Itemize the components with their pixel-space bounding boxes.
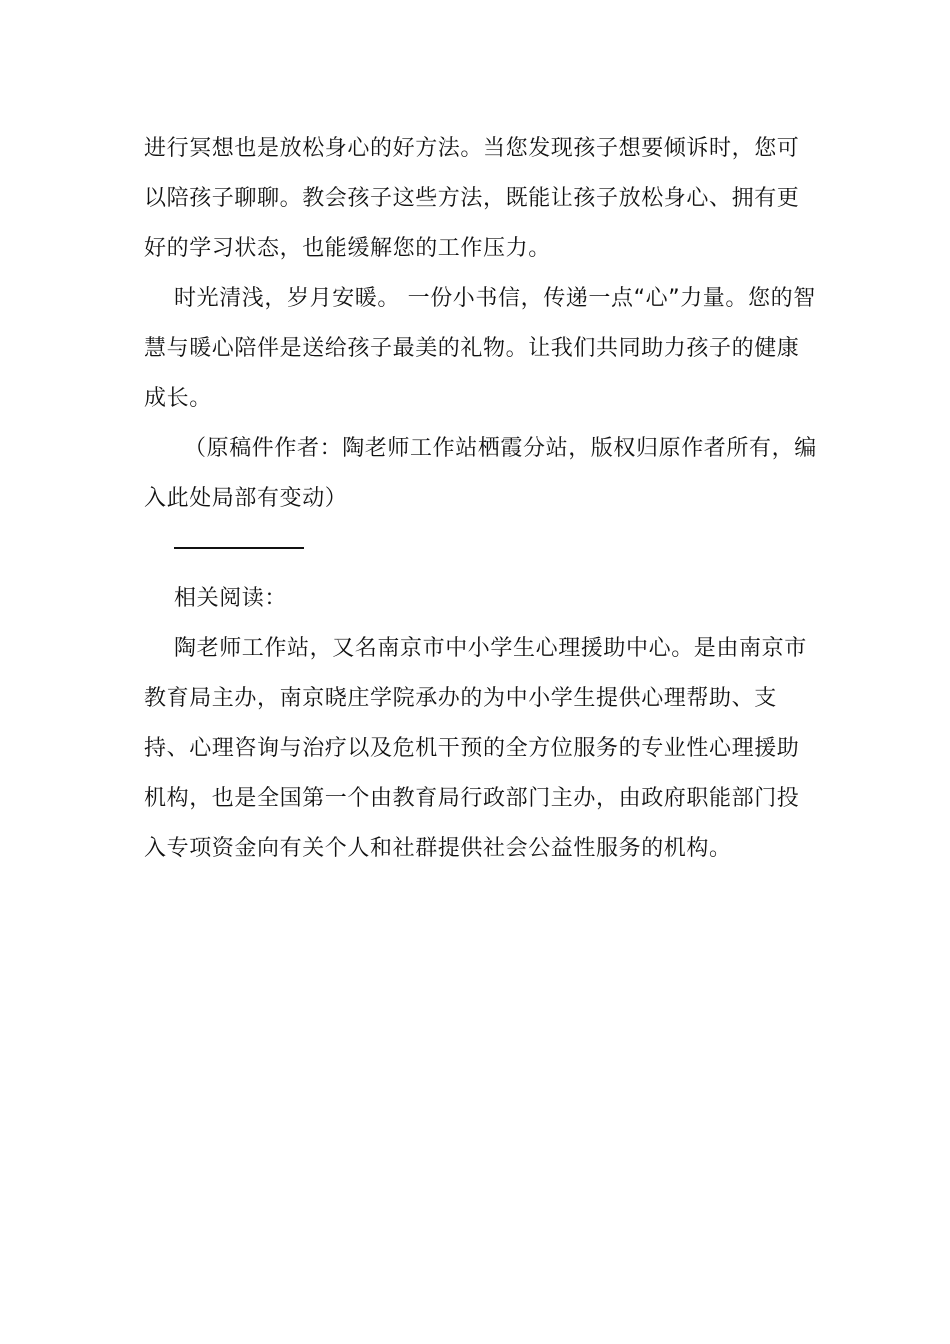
body-paragraph-closing xyxy=(144,274,816,424)
related-reading-heading xyxy=(144,574,806,624)
section-divider xyxy=(144,524,806,574)
em-dash-rule xyxy=(174,547,304,549)
source-note xyxy=(144,424,817,524)
document-page xyxy=(144,124,817,874)
text-line: 机构，也是全国第一个由教育局行政部门主办，由政府职能部门投 xyxy=(144,786,800,811)
body-paragraph-meditation xyxy=(144,124,806,274)
text-line: 好的学习状态，也能缓解您的工作压力。 xyxy=(144,236,551,261)
text-line: 持、心理咨询与治疗以及危机干预的全方位服务的专业性心理援助 xyxy=(144,736,800,761)
text-line: 时光清浅，岁月安暖。 一份小书信，传递一点“心”力量。您的智 xyxy=(174,286,816,311)
text-line: 入专项资金向有关个人和社群提供社会公益性服务的机构。 xyxy=(144,836,732,861)
text-line: 教育局主办，南京晓庄学院承办的为中小学生提供心理帮助、支 xyxy=(144,686,777,711)
text-line: 入此处局部有变动） xyxy=(144,486,348,511)
heading-text: 相关阅读： xyxy=(174,586,288,611)
text-line: 成长。 xyxy=(144,386,212,411)
text-line: （原稿件作者：陶老师工作站栖霞分站，版权归原作者所有，编 xyxy=(184,436,817,461)
text-line: 慧与暖心陪伴是送给孩子最美的礼物。让我们共同助力孩子的健康 xyxy=(144,336,800,361)
text-line: 以陪孩子聊聊。教会孩子这些方法，既能让孩子放松身心、拥有更 xyxy=(144,186,800,211)
text-line: 进行冥想也是放松身心的好方法。当您发现孩子想要倾诉时，您可 xyxy=(144,136,800,161)
text-line: 陶老师工作站，又名南京市中小学生心理援助中心。是由南京市 xyxy=(174,636,807,661)
related-reading-paragraph xyxy=(144,624,806,874)
